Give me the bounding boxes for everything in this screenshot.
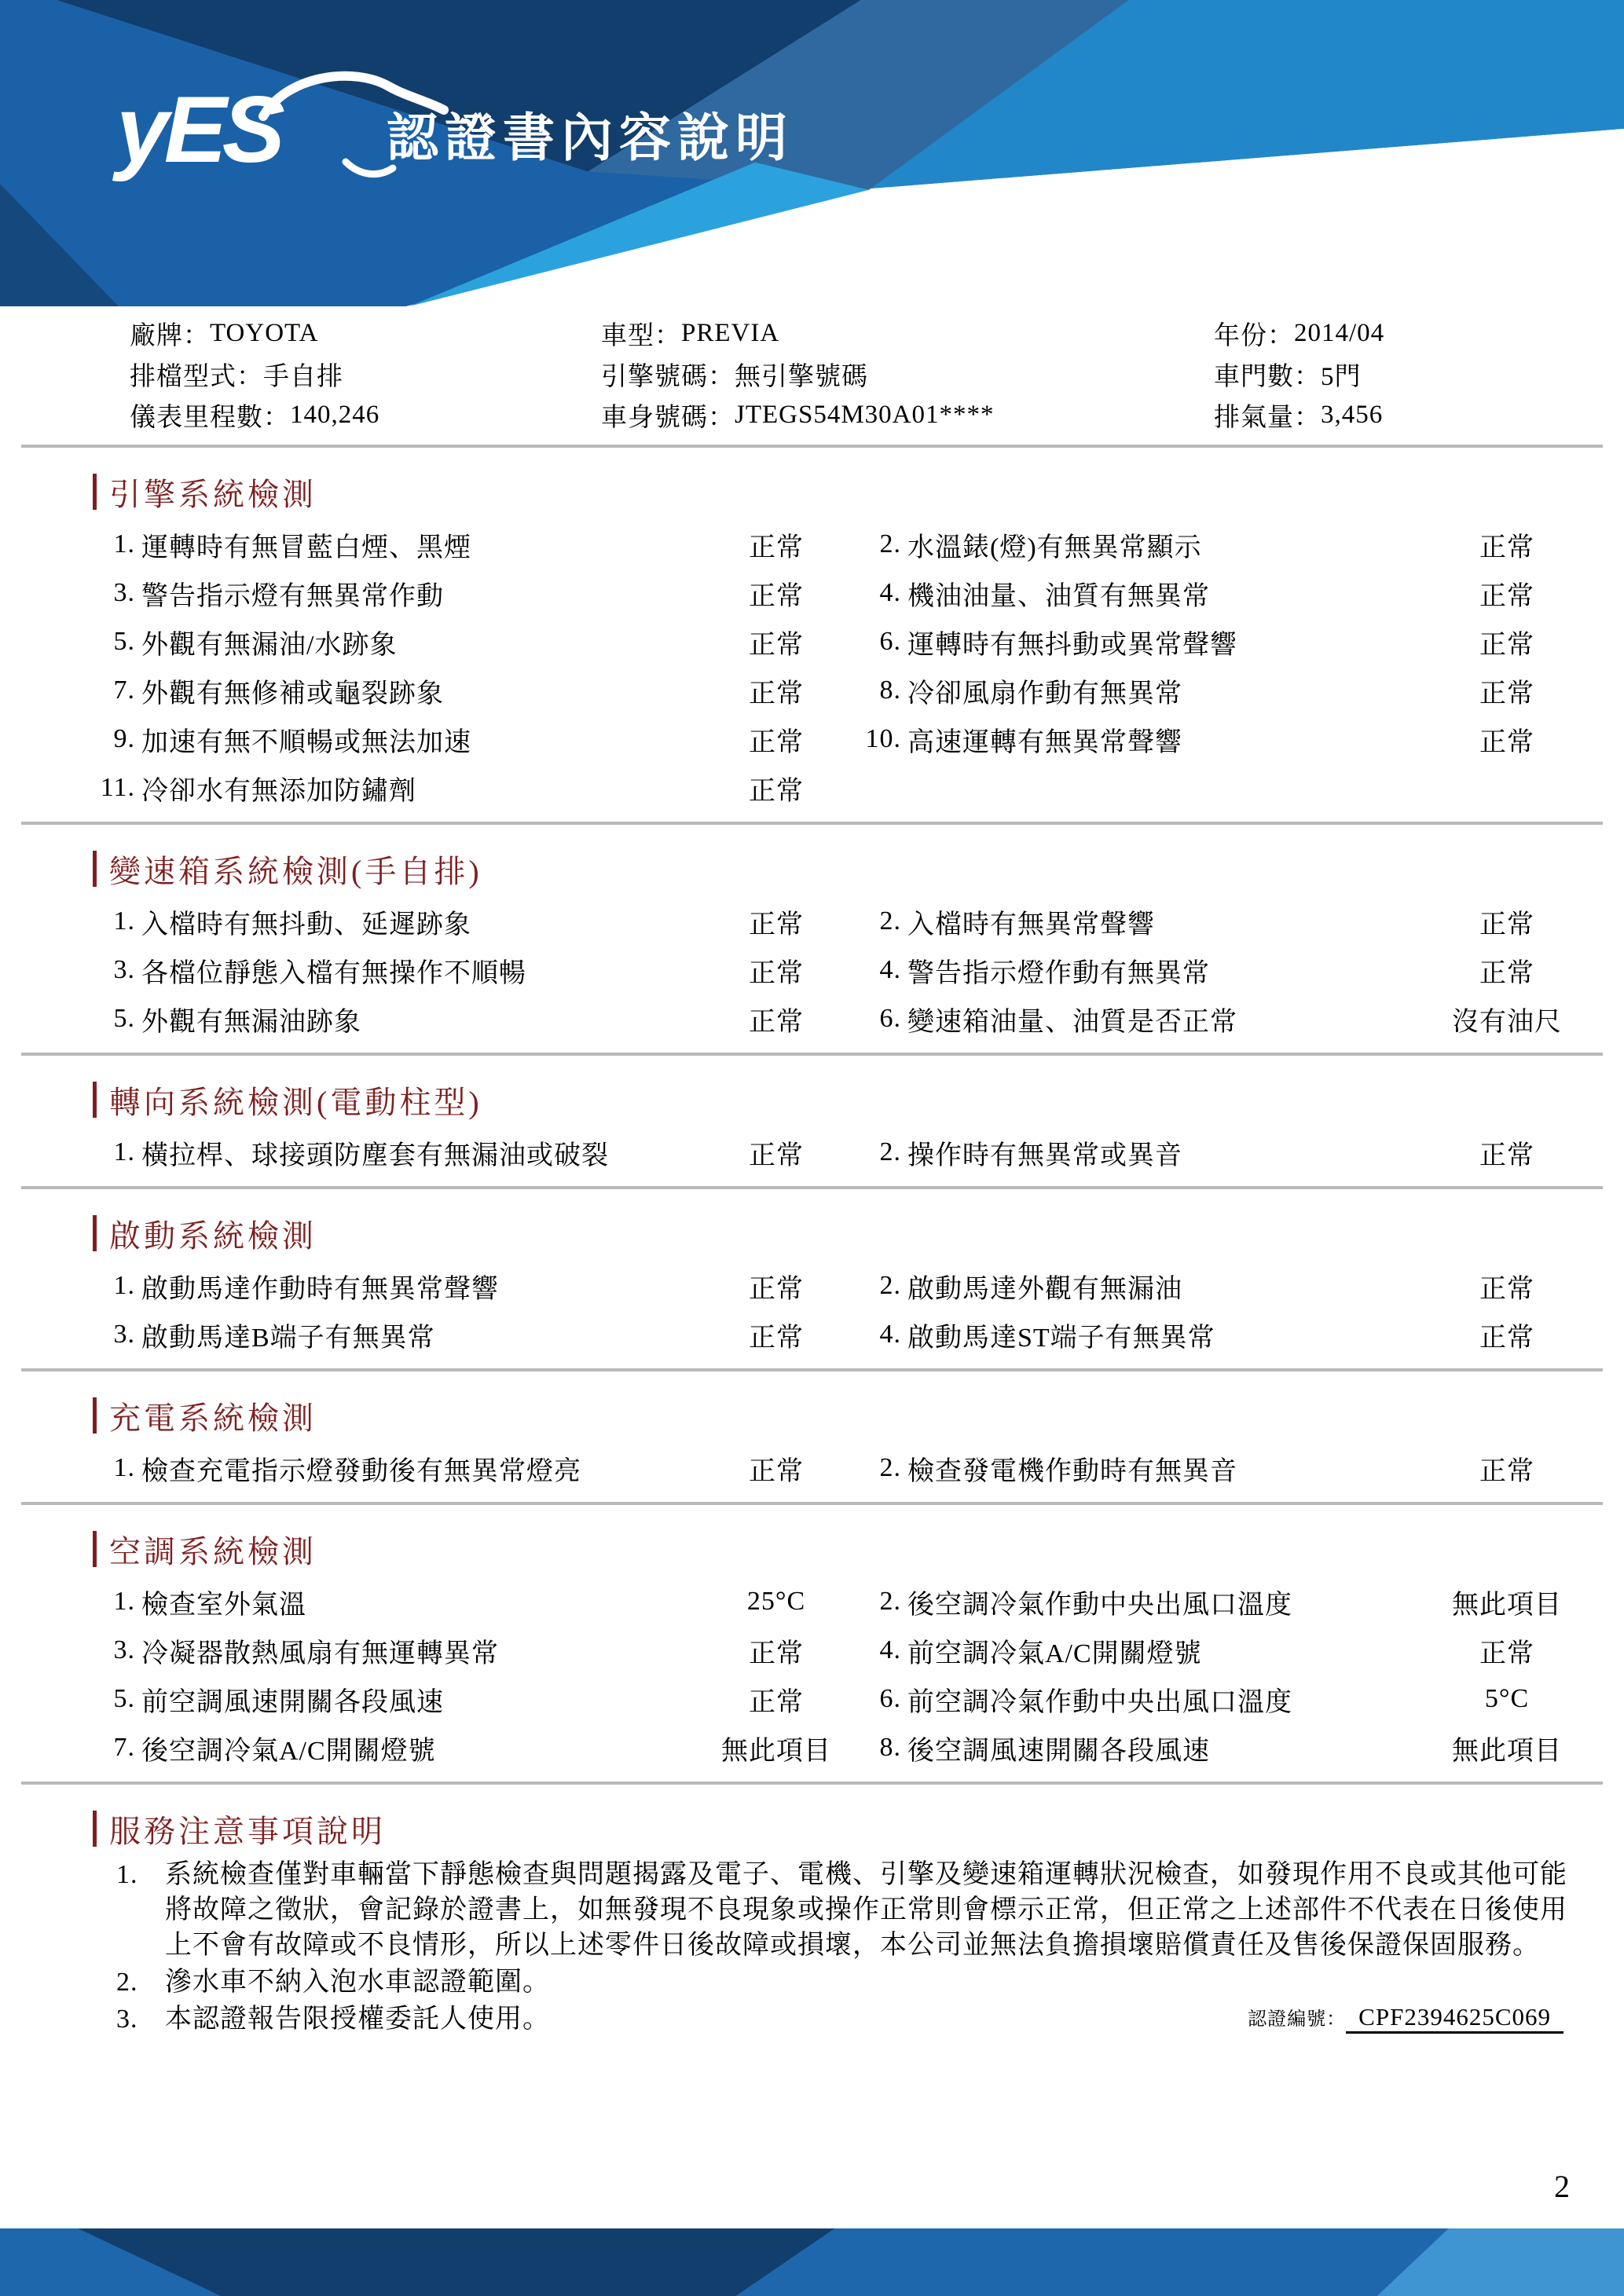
item-label: 入檔時有無異常聲響 — [907, 910, 1155, 939]
info-value: 140,246 — [290, 400, 380, 429]
item-number: 1. — [113, 1453, 135, 1482]
item-label: 加速有無不順暢或無法加速 — [141, 727, 471, 757]
section-title: 充電系統檢測 — [109, 1400, 317, 1436]
item-number: 3. — [113, 955, 135, 984]
item-number: 5. — [113, 1004, 135, 1033]
section-rows — [0, 1262, 1624, 1359]
info-divider — [21, 445, 1603, 448]
section-title: 啟動系統檢測 — [109, 1218, 317, 1254]
check-item — [94, 1000, 860, 1038]
check-row — [94, 1262, 1591, 1310]
item-label: 啟動馬達ST端子有無異常 — [907, 1323, 1215, 1353]
item-number: 8. — [879, 676, 901, 705]
section-rows — [0, 1577, 1624, 1772]
info-field — [1214, 353, 1624, 394]
notes-head — [93, 1808, 1624, 1849]
vehicle-info — [0, 306, 1624, 435]
item-status: 正常 — [749, 630, 804, 660]
item-label: 後空調冷氣A/C開關燈號 — [141, 1736, 436, 1766]
item-status: 正常 — [749, 1007, 804, 1037]
item-status: 無此項目 — [721, 1736, 831, 1766]
info-field — [130, 394, 601, 435]
note-row — [94, 1857, 1591, 1963]
item-number: 5. — [113, 627, 135, 656]
item-label: 檢查充電指示燈發動後有無異常燈亮 — [141, 1456, 581, 1486]
note-number: 1. — [116, 1860, 138, 1889]
check-item — [860, 1133, 1591, 1172]
info-field — [130, 313, 601, 353]
item-number: 6. — [879, 1004, 901, 1033]
section-rows — [0, 1444, 1624, 1492]
note-text: 本認證報告限授權委託人使用。 — [165, 2005, 550, 2034]
check-item — [860, 720, 1591, 759]
content-area — [0, 306, 1624, 2037]
check-item — [860, 951, 1591, 990]
check-item — [94, 769, 860, 807]
item-label: 冷卻水有無添加防鏽劑 — [141, 776, 416, 806]
item-status: 無此項目 — [1452, 1736, 1562, 1766]
item-number: 10. — [865, 724, 901, 753]
check-item — [94, 1449, 860, 1488]
note-row — [94, 1965, 1591, 2000]
item-number: 1. — [113, 1271, 135, 1300]
item-number: 4. — [879, 955, 901, 984]
check-row — [94, 946, 1591, 994]
item-number: 2. — [879, 529, 901, 558]
item-label: 操作時有無異常或異音 — [907, 1141, 1182, 1170]
item-status: 沒有油尺 — [1452, 1007, 1562, 1037]
info-label: 車門數： — [1214, 362, 1321, 391]
check-row — [94, 897, 1591, 946]
check-item — [860, 525, 1591, 564]
check-item — [94, 1133, 860, 1172]
note-number: 2. — [116, 1968, 138, 1997]
item-status: 正常 — [749, 1687, 804, 1717]
info-value: 2014/04 — [1294, 318, 1385, 347]
section-rows — [0, 520, 1624, 812]
section-divider — [21, 1782, 1603, 1785]
check-item — [860, 1583, 1591, 1621]
item-status: 正常 — [1479, 1639, 1534, 1668]
certificate-label: 認證編號： — [1248, 2009, 1347, 2030]
item-number: 1. — [113, 1587, 135, 1616]
check-item — [94, 951, 860, 990]
item-label: 外觀有無漏油跡象 — [141, 1007, 361, 1037]
item-label: 警告指示燈作動有無異常 — [907, 958, 1210, 988]
info-value: PREVIA — [681, 318, 780, 347]
item-label: 前空調冷氣A/C開關燈號 — [907, 1639, 1202, 1668]
section-rows — [0, 1128, 1624, 1177]
section-title: 引擎系統檢測 — [109, 476, 317, 512]
item-label: 啟動馬達作動時有無異常聲響 — [141, 1274, 499, 1304]
item-number: 8. — [879, 1733, 901, 1762]
item-status: 正常 — [1479, 910, 1534, 939]
section-divider — [21, 1186, 1603, 1189]
item-label: 啟動馬達B端子有無異常 — [141, 1323, 435, 1353]
item-status: 正常 — [1479, 1274, 1534, 1304]
item-status: 正常 — [749, 727, 804, 757]
item-number: 3. — [113, 578, 135, 607]
item-label: 外觀有無修補或龜裂跡象 — [141, 679, 444, 709]
check-item — [860, 1680, 1591, 1719]
item-status: 正常 — [749, 581, 804, 611]
item-number: 1. — [113, 906, 135, 936]
notes-title: 服務注意事項說明 — [109, 1813, 386, 1849]
check-item — [860, 623, 1591, 661]
item-label: 後空調冷氣作動中央出風口溫度 — [907, 1590, 1292, 1620]
item-number: 2. — [879, 1271, 901, 1300]
info-field — [1214, 394, 1624, 435]
check-row — [94, 1626, 1591, 1675]
section-divider — [21, 822, 1603, 825]
item-number: 11. — [100, 773, 135, 802]
info-value: JTEGS54M30A01**** — [735, 400, 995, 429]
check-row — [94, 617, 1591, 666]
item-number: 4. — [879, 1320, 901, 1349]
item-label: 檢查發電機作動時有無異音 — [907, 1456, 1237, 1486]
item-label: 運轉時有無冒藍白煙、黑煙 — [141, 533, 471, 562]
section-head — [93, 1213, 1624, 1254]
notes-section — [0, 1857, 1624, 2037]
check-item — [94, 1316, 860, 1354]
info-label: 儀表里程數： — [130, 403, 290, 432]
check-item — [860, 1729, 1591, 1767]
item-number: 2. — [879, 906, 901, 936]
info-label: 廠牌： — [130, 321, 210, 350]
item-label: 機油油量、油質有無異常 — [907, 581, 1210, 611]
section-bar — [93, 851, 97, 887]
check-item — [94, 1680, 860, 1719]
item-status: 正常 — [749, 679, 804, 709]
item-status: 正常 — [749, 533, 804, 562]
check-item — [94, 525, 860, 564]
item-label: 冷卻風扇作動有無異常 — [907, 679, 1182, 709]
item-status: 正常 — [1479, 630, 1534, 660]
info-label: 引擎號碼： — [601, 362, 735, 391]
info-value: TOYOTA — [210, 318, 319, 347]
section-divider — [21, 1368, 1603, 1371]
item-status: 正常 — [749, 1323, 804, 1353]
item-label: 水溫錶(燈)有無異常顯示 — [907, 533, 1202, 562]
item-status: 正常 — [1479, 958, 1534, 988]
item-status: 正常 — [749, 1274, 804, 1304]
item-status: 正常 — [1479, 1323, 1534, 1353]
section-title: 轉向系統檢測(電動柱型) — [109, 1084, 482, 1120]
info-label: 車型： — [601, 321, 681, 350]
page-number: 2 — [1554, 2169, 1570, 2204]
item-status: 正常 — [1479, 581, 1534, 611]
section-title: 空調系統檢測 — [109, 1533, 317, 1569]
item-label: 外觀有無漏油/水跡象 — [141, 630, 398, 660]
check-row — [94, 1723, 1591, 1772]
section-bar — [93, 1531, 97, 1567]
info-field — [601, 353, 1214, 394]
info-label: 排氣量： — [1214, 403, 1321, 432]
item-status: 正常 — [1479, 1141, 1534, 1170]
info-value: 無引擎號碼 — [735, 362, 868, 391]
note-number: 3. — [116, 2005, 138, 2034]
footer-banner — [0, 2228, 1624, 2296]
item-status: 正常 — [749, 958, 804, 988]
section-head — [93, 848, 1624, 889]
section-bar — [93, 1082, 97, 1118]
item-number: 2. — [879, 1137, 901, 1166]
section-divider — [21, 1502, 1603, 1505]
item-number: 2. — [879, 1587, 901, 1616]
item-number: 1. — [113, 1137, 135, 1166]
section-head — [93, 471, 1624, 512]
check-item — [860, 1316, 1591, 1354]
info-field — [130, 353, 601, 394]
info-value: 3,456 — [1321, 400, 1384, 429]
item-number: 1. — [113, 529, 135, 558]
check-item — [860, 1000, 1591, 1038]
check-item — [94, 1631, 860, 1670]
item-number: 6. — [879, 627, 901, 656]
item-label: 變速箱油量、油質是否正常 — [907, 1007, 1237, 1037]
check-item — [860, 1449, 1591, 1488]
item-number: 4. — [879, 578, 901, 607]
item-status: 正常 — [749, 1639, 804, 1668]
item-status: 無此項目 — [1452, 1590, 1562, 1620]
item-number: 6. — [879, 1684, 901, 1713]
item-number: 4. — [879, 1635, 901, 1664]
check-item — [94, 574, 860, 613]
check-row — [94, 994, 1591, 1043]
item-status: 正常 — [1479, 1456, 1534, 1486]
item-status: 正常 — [749, 1141, 804, 1170]
section-head — [93, 1529, 1624, 1569]
check-item — [94, 672, 860, 710]
item-label: 檢查室外氣溫 — [141, 1590, 306, 1620]
check-item — [94, 623, 860, 661]
check-row — [94, 520, 1591, 569]
check-row — [94, 1675, 1591, 1723]
info-label: 車身號碼： — [601, 403, 735, 432]
section-divider — [21, 1053, 1603, 1056]
check-item — [94, 720, 860, 759]
info-value: 手自排 — [263, 362, 343, 391]
info-value: 5門 — [1321, 362, 1362, 391]
section-bar — [93, 1811, 97, 1847]
certificate-number — [1248, 2003, 1564, 2034]
check-item — [94, 903, 860, 941]
logo-text: yES — [116, 77, 280, 182]
item-label: 各檔位靜態入檔有無操作不順暢 — [141, 958, 526, 988]
section-bar — [93, 1397, 97, 1434]
item-number: 7. — [113, 1733, 135, 1762]
check-row — [94, 569, 1591, 617]
item-status: 正常 — [1479, 533, 1534, 562]
info-field — [601, 313, 1214, 353]
check-item — [860, 574, 1591, 613]
certificate-value: CPF2394625C069 — [1346, 2003, 1564, 2034]
item-status: 25°C — [746, 1587, 806, 1616]
section-bar — [93, 474, 97, 510]
page-title: 認證書內容說明 — [387, 108, 794, 167]
note-text: 系統檢查僅對車輛當下靜態檢查與問題揭露及電子、電機、引擎及變速箱運轉狀況檢查，如發現作用不良或其他可能將故障之徵狀，會記錄於證書上，如無發現不良現象或操作正常則會標示正常，但正常之上述部件不代表在日後使用上不會有故障或不良情形，所以上述零件日後故障或損壞，本公司並無法負擔損壞賠償責任及售後保證保固服務。 — [165, 1860, 1567, 1960]
info-field — [1214, 313, 1624, 353]
check-row — [94, 715, 1591, 764]
item-number: 3. — [113, 1320, 135, 1349]
check-row — [94, 1444, 1591, 1492]
item-label: 橫拉桿、球接頭防塵套有無漏油或破裂 — [141, 1141, 609, 1170]
info-field — [601, 394, 1214, 435]
item-status: 正常 — [749, 1456, 804, 1486]
item-number: 7. — [113, 676, 135, 705]
item-label: 啟動馬達外觀有無漏油 — [907, 1274, 1182, 1304]
info-label: 排檔型式： — [130, 362, 263, 391]
item-label: 前空調風速開關各段風速 — [141, 1687, 444, 1717]
item-number: 2. — [879, 1453, 901, 1482]
item-number: 3. — [113, 1635, 135, 1664]
item-status: 正常 — [749, 910, 804, 939]
check-item — [94, 1267, 860, 1305]
note-text: 滲水車不納入泡水車認證範圍。 — [165, 1968, 550, 1997]
item-label: 高速運轉有無異常聲響 — [907, 727, 1182, 757]
check-row — [94, 1310, 1591, 1359]
section-title: 變速箱系統檢測(手自排) — [109, 853, 482, 889]
item-status: 正常 — [1479, 679, 1534, 709]
item-number: 9. — [113, 724, 135, 753]
info-label: 年份： — [1214, 321, 1294, 350]
header-banner — [0, 0, 1624, 306]
check-row — [94, 666, 1591, 715]
item-label: 入檔時有無抖動、延遲跡象 — [141, 910, 471, 939]
item-label: 運轉時有無抖動或異常聲響 — [907, 630, 1237, 660]
check-item — [860, 1267, 1591, 1305]
item-status: 5°C — [1484, 1684, 1530, 1713]
section-head — [93, 1079, 1624, 1120]
item-status: 正常 — [1479, 727, 1534, 757]
item-label: 冷凝器散熱風扇有無運轉異常 — [141, 1639, 499, 1668]
check-item — [860, 672, 1591, 710]
item-label: 警告指示燈有無異常作動 — [141, 581, 444, 611]
check-item — [94, 1583, 860, 1621]
item-label: 前空調冷氣作動中央出風口溫度 — [907, 1687, 1292, 1717]
check-item — [94, 1729, 860, 1767]
section-rows — [0, 897, 1624, 1043]
item-number: 5. — [113, 1684, 135, 1713]
section-head — [93, 1395, 1624, 1436]
sections — [0, 471, 1624, 1785]
item-status: 正常 — [749, 776, 804, 806]
check-row — [94, 1577, 1591, 1626]
item-label: 後空調風速開關各段風速 — [907, 1736, 1210, 1766]
check-row — [94, 1128, 1591, 1177]
check-row — [94, 764, 1591, 812]
section-bar — [93, 1215, 97, 1251]
check-item — [860, 1631, 1591, 1670]
check-item — [860, 903, 1591, 941]
